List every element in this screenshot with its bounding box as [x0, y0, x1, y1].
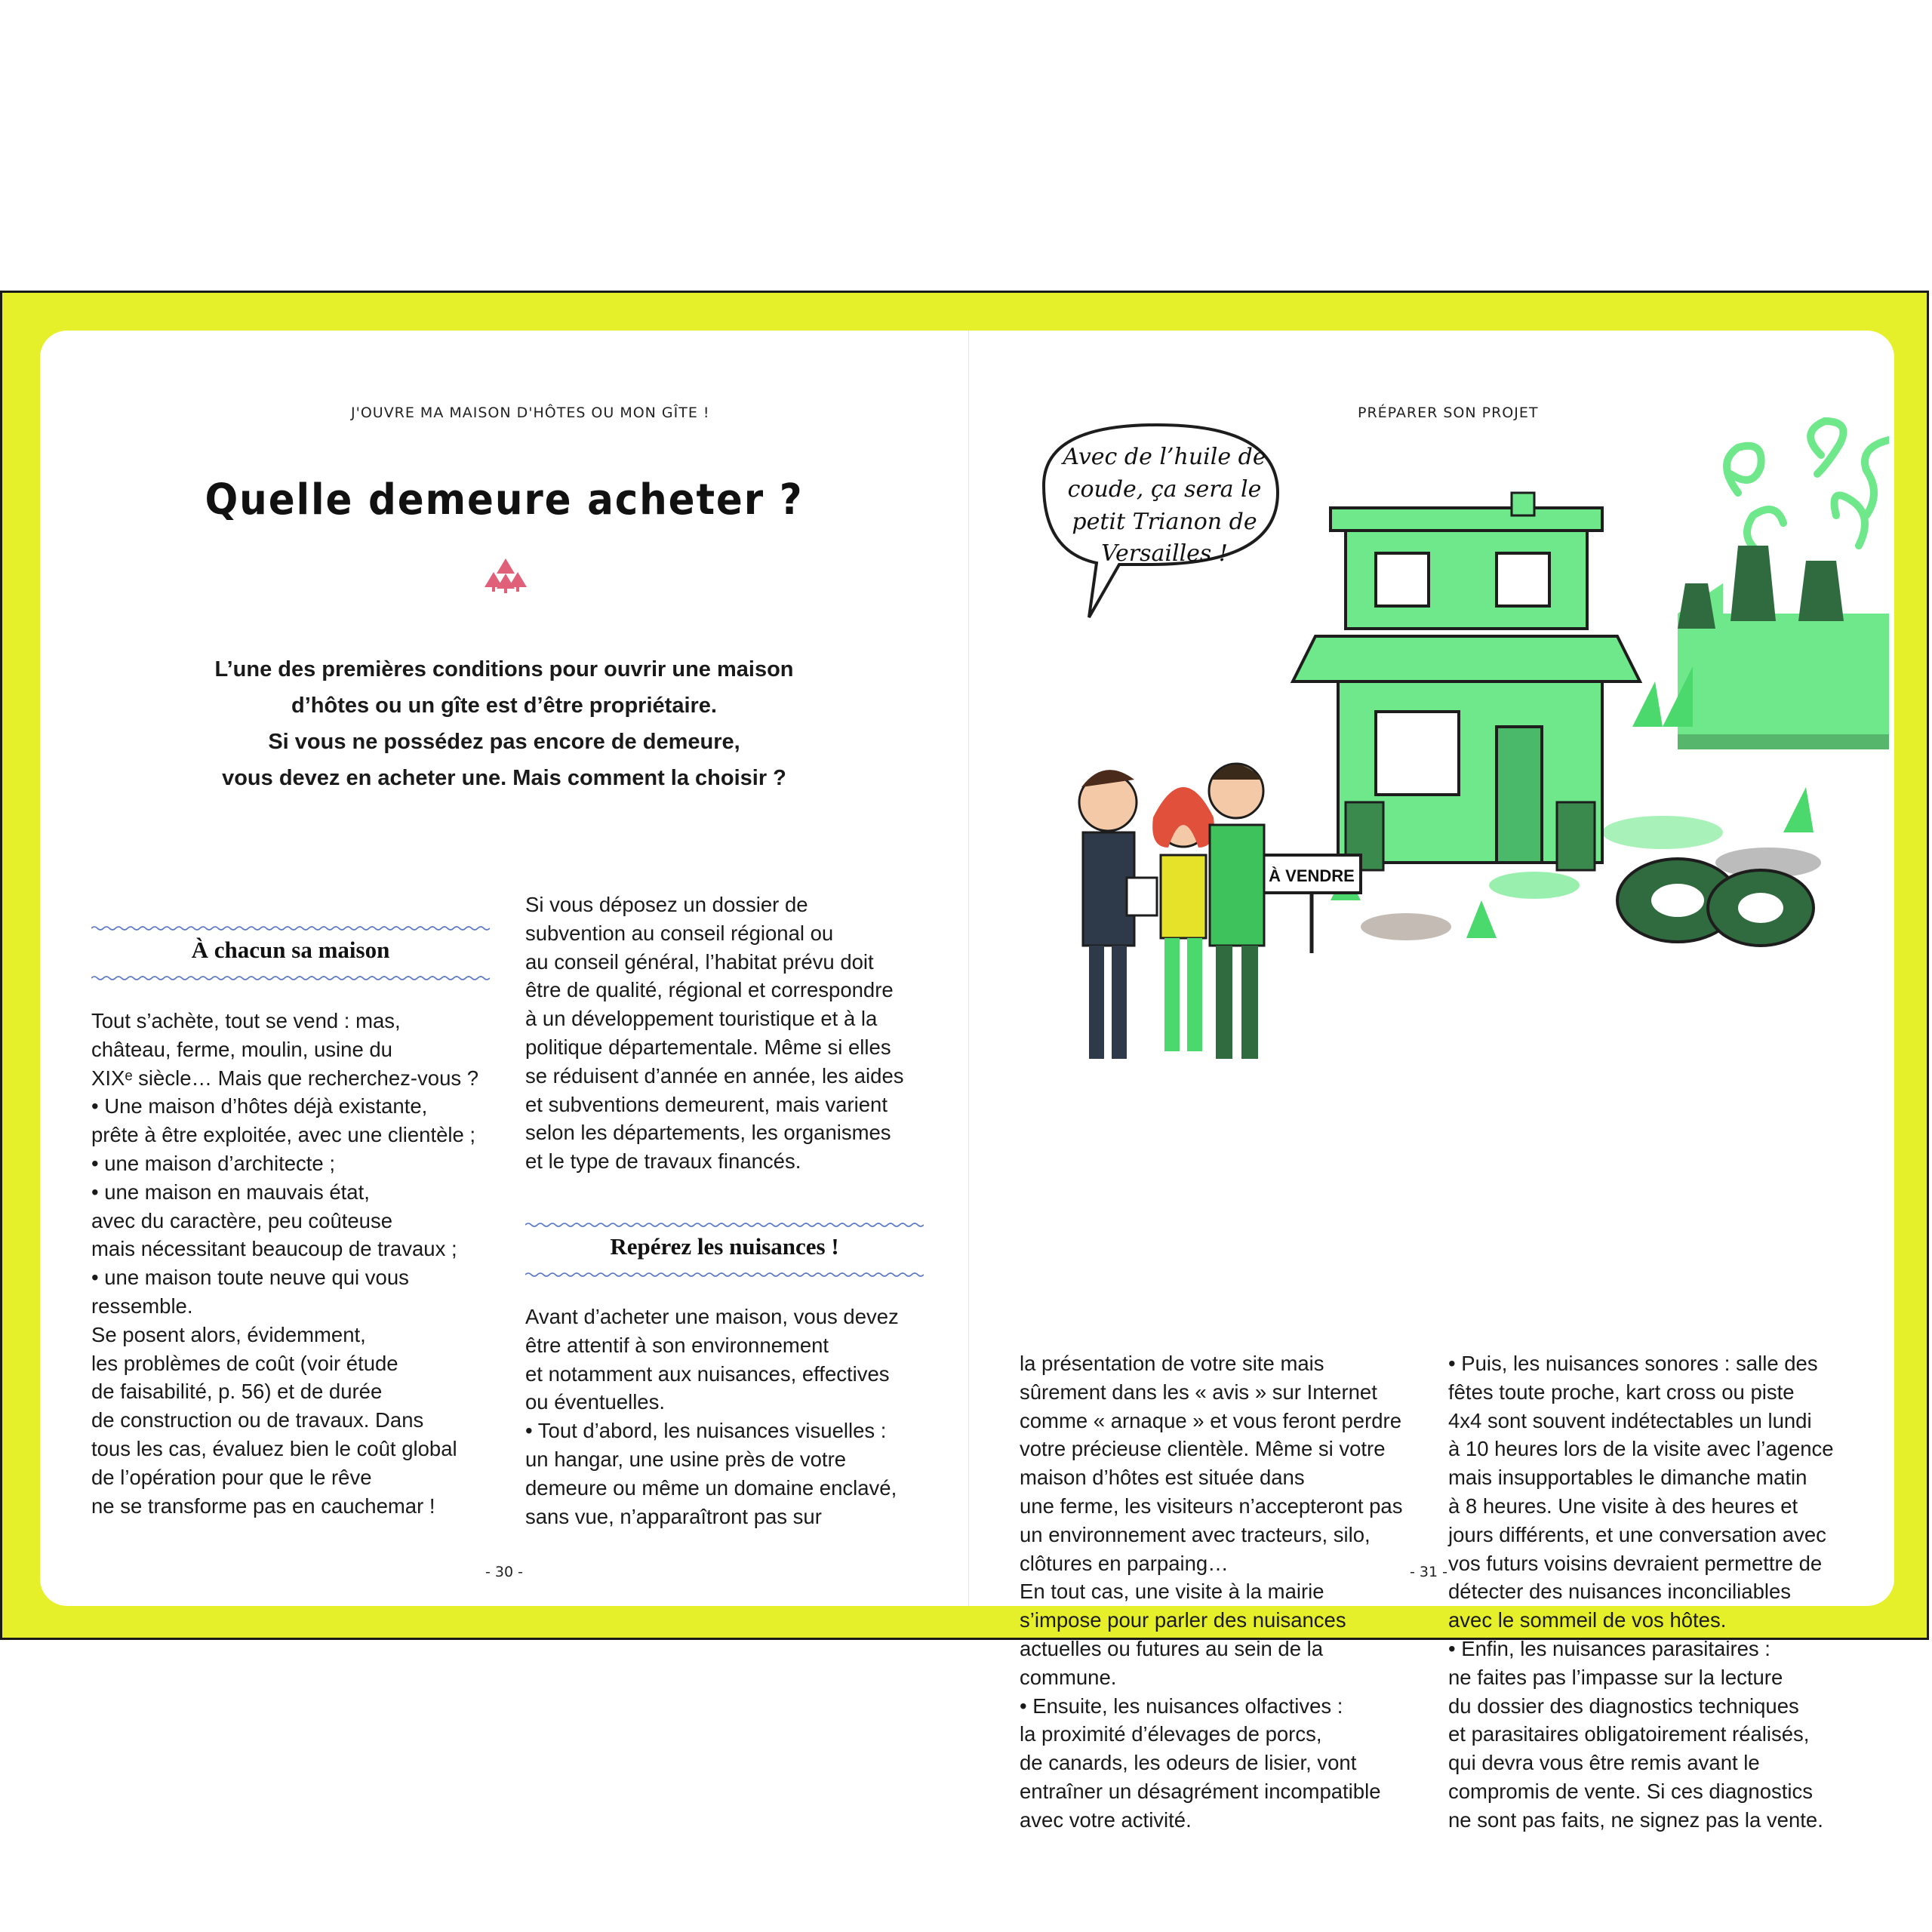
text-line: maison d’hôtes est située dans	[1020, 1466, 1305, 1490]
text-line: avec du caractère, peu coûteuse	[91, 1208, 393, 1232]
lead-line: d’hôtes ou un gîte est d’être propriétaire.	[291, 694, 717, 718]
left-page	[40, 331, 968, 1606]
text-line: à 8 heures. Une visite à des heures et	[1448, 1494, 1798, 1518]
sign-label: À VENDRE	[1269, 866, 1355, 885]
wavy-rule	[91, 975, 490, 981]
page-number-right: - 31 -	[1410, 1564, 1447, 1580]
text-line: s’impose pour parler des nuisances	[1020, 1608, 1346, 1632]
text-line: une ferme, les visiteurs n’accepteront pas	[1020, 1494, 1403, 1518]
running-head-left: J'OUVRE MA MAISON D'HÔTES OU MON GÎTE !	[351, 405, 710, 421]
text-line: et parasitaires obligatoirement réalisés,	[1448, 1722, 1810, 1746]
text-line: vos futurs voisins devraient permettre de	[1448, 1551, 1823, 1575]
text-line: mais nécessitant beaucoup de travaux ;	[91, 1237, 457, 1261]
text-line: mais insupportables le dimanche matin	[1448, 1466, 1807, 1490]
text-line: être de qualité, régional et correspondre	[525, 978, 894, 1002]
text-line: château, ferme, moulin, usine du	[91, 1037, 392, 1061]
text-line: subvention au conseil régional ou	[525, 921, 834, 945]
text-line: la proximité d’élevages de porcs,	[1020, 1722, 1322, 1746]
text-line: les problèmes de coût (voir étude	[91, 1351, 398, 1375]
house-illustration	[1014, 410, 1889, 1115]
speech-line: coude, ça sera le	[1067, 476, 1262, 503]
text-line: • Ensuite, les nuisances olfactives :	[1020, 1694, 1343, 1718]
lead-paragraph	[115, 651, 893, 796]
text-line: • Puis, les nuisances sonores : salle des	[1448, 1352, 1818, 1375]
text-line: • une maison toute neuve qui vous	[91, 1266, 409, 1290]
page-title: Quelle demeure acheter ?	[205, 475, 804, 525]
text-column-2-bottom	[525, 1303, 933, 1531]
text-line: En tout cas, une visite à la mairie	[1020, 1580, 1324, 1604]
text-line: la présentation de votre site mais	[1020, 1352, 1324, 1375]
speech-line: Versailles !	[1101, 540, 1228, 567]
text-line: Tout s’achète, tout se vend : mas,	[91, 1009, 401, 1032]
tree-ornament-icon	[481, 557, 530, 595]
text-line: un hangar, une usine près de votre	[525, 1447, 847, 1471]
text-line: de l’opération pour que le rêve	[91, 1465, 372, 1489]
text-line: tous les cas, évaluez bien le coût global	[91, 1436, 457, 1460]
text-line: • Une maison d’hôtes déjà existante,	[91, 1094, 428, 1118]
estate-agent	[1079, 770, 1157, 1059]
text-line: au conseil général, l’habitat prévu doit	[525, 949, 874, 974]
text-line: se réduisent d’année en année, les aides	[525, 1063, 904, 1088]
gutter-line	[968, 331, 969, 1606]
text-line: ressemble.	[91, 1294, 193, 1318]
text-line: fêtes toute proche, kart cross ou piste	[1448, 1380, 1795, 1404]
text-line: sans vue, n’apparaîtront pas sur	[525, 1504, 822, 1528]
text-line: • Enfin, les nuisances parasitaires :	[1448, 1636, 1770, 1660]
text-line: Avant d’acheter une maison, vous devez	[525, 1305, 899, 1328]
text-line: XIXᵉ siècle… Mais que recherchez-vous ?	[91, 1066, 479, 1090]
text-line: de faisabilité, p. 56) et de durée	[91, 1380, 383, 1404]
text-line: actuelles ou futures au sein de la	[1020, 1636, 1324, 1660]
text-line: commune.	[1020, 1665, 1117, 1689]
text-line: politique départementale. Même si elles	[525, 1035, 891, 1059]
text-line: avec le sommeil de vos hôtes.	[1448, 1608, 1727, 1632]
section-heading-label: Repérez les nuisances !	[610, 1233, 839, 1260]
text-line: de canards, les odeurs de lisier, vont	[1020, 1751, 1357, 1775]
text-line: et subventions demeurent, mais varient	[525, 1092, 888, 1116]
wavy-rule	[91, 925, 490, 931]
text-line: à un développement touristique et à la	[525, 1007, 878, 1031]
text-line: de construction ou de travaux. Dans	[91, 1408, 424, 1432]
text-line: • Tout d’abord, les nuisances visuelles :	[525, 1419, 887, 1443]
text-column-4	[1448, 1349, 1871, 1835]
text-line: ou éventuelles.	[525, 1390, 665, 1414]
text-line: compromis de vente. Si ces diagnostics	[1448, 1779, 1813, 1803]
text-line: du dossier des diagnostics techniques	[1448, 1694, 1799, 1718]
text-line: ne sont pas faits, ne signez pas la vente.	[1448, 1807, 1823, 1832]
text-line: clôtures en parpaing…	[1020, 1551, 1229, 1575]
book-spread	[0, 291, 1929, 1832]
text-line: prête à être exploitée, avec une clientèle ;	[91, 1123, 476, 1147]
text-line: demeure ou même un domaine enclavé,	[525, 1475, 897, 1500]
text-line: Se posent alors, évidemment,	[91, 1322, 366, 1346]
text-line: un environnement avec tracteurs, silo,	[1020, 1522, 1371, 1546]
text-column-1	[91, 1007, 499, 1520]
woman-figure	[1152, 787, 1214, 1051]
text-line: ne se transforme pas en cauchemar !	[91, 1494, 435, 1518]
run-down-house	[1293, 493, 1640, 870]
smoke-swirls	[1727, 421, 1889, 553]
text-line: 4x4 sont souvent indétectables un lundi	[1448, 1408, 1812, 1432]
wavy-rule	[525, 1272, 924, 1278]
lead-line: Si vous ne possédez pas encore de demeure,	[268, 730, 740, 754]
text-line: selon les départements, les organismes	[525, 1121, 891, 1145]
text-line: et notamment aux nuisances, effectives	[525, 1361, 890, 1386]
text-line: entraîner un désagrément incompatible	[1020, 1779, 1381, 1803]
text-column-2-top	[525, 891, 933, 1176]
speech-line: petit Trianon de	[1072, 509, 1257, 535]
text-line: qui devra vous être remis avant le	[1448, 1751, 1760, 1775]
section-heading-1	[91, 925, 490, 981]
text-line: ne faites pas l’impasse sur la lecture	[1448, 1665, 1783, 1689]
man-figure	[1209, 764, 1264, 1059]
text-line: sûrement dans les « avis » sur Internet	[1020, 1380, 1377, 1404]
page-number-left: - 30 -	[485, 1564, 523, 1580]
text-line: avec votre activité.	[1020, 1807, 1192, 1832]
text-line: être attentif à son environnement	[525, 1333, 829, 1357]
lead-line: vous devez en acheter une. Mais comment la choisir ?	[222, 766, 786, 790]
text-line: • une maison en mauvais état,	[91, 1180, 370, 1204]
wavy-rule	[525, 1222, 924, 1228]
text-line: détecter des nuisances inconciliables	[1448, 1580, 1792, 1604]
text-line: et le type de travaux financés.	[525, 1149, 801, 1174]
text-line: comme « arnaque » et vous feront perdre	[1020, 1408, 1401, 1432]
text-line: Si vous déposez un dossier de	[525, 893, 808, 916]
text-line: • une maison d’architecte ;	[91, 1151, 335, 1175]
running-head-right: PRÉPARER SON PROJET	[1358, 405, 1539, 421]
factory	[1678, 546, 1889, 749]
section-heading-2	[525, 1222, 924, 1278]
text-line: votre précieuse clientèle. Même si votre	[1020, 1437, 1386, 1461]
speech-line: Avec de l’huile de	[1063, 444, 1266, 470]
right-page	[968, 331, 1894, 1832]
lead-line: L’une des premières conditions pour ouvrir une maison	[214, 657, 794, 681]
text-line: jours différents, et une conversation avec	[1448, 1522, 1826, 1546]
text-line: à 10 heures lors de la visite avec l’agence	[1448, 1437, 1834, 1461]
text-column-3	[1020, 1349, 1427, 1835]
section-heading-label: À chacun sa maison	[191, 937, 390, 963]
